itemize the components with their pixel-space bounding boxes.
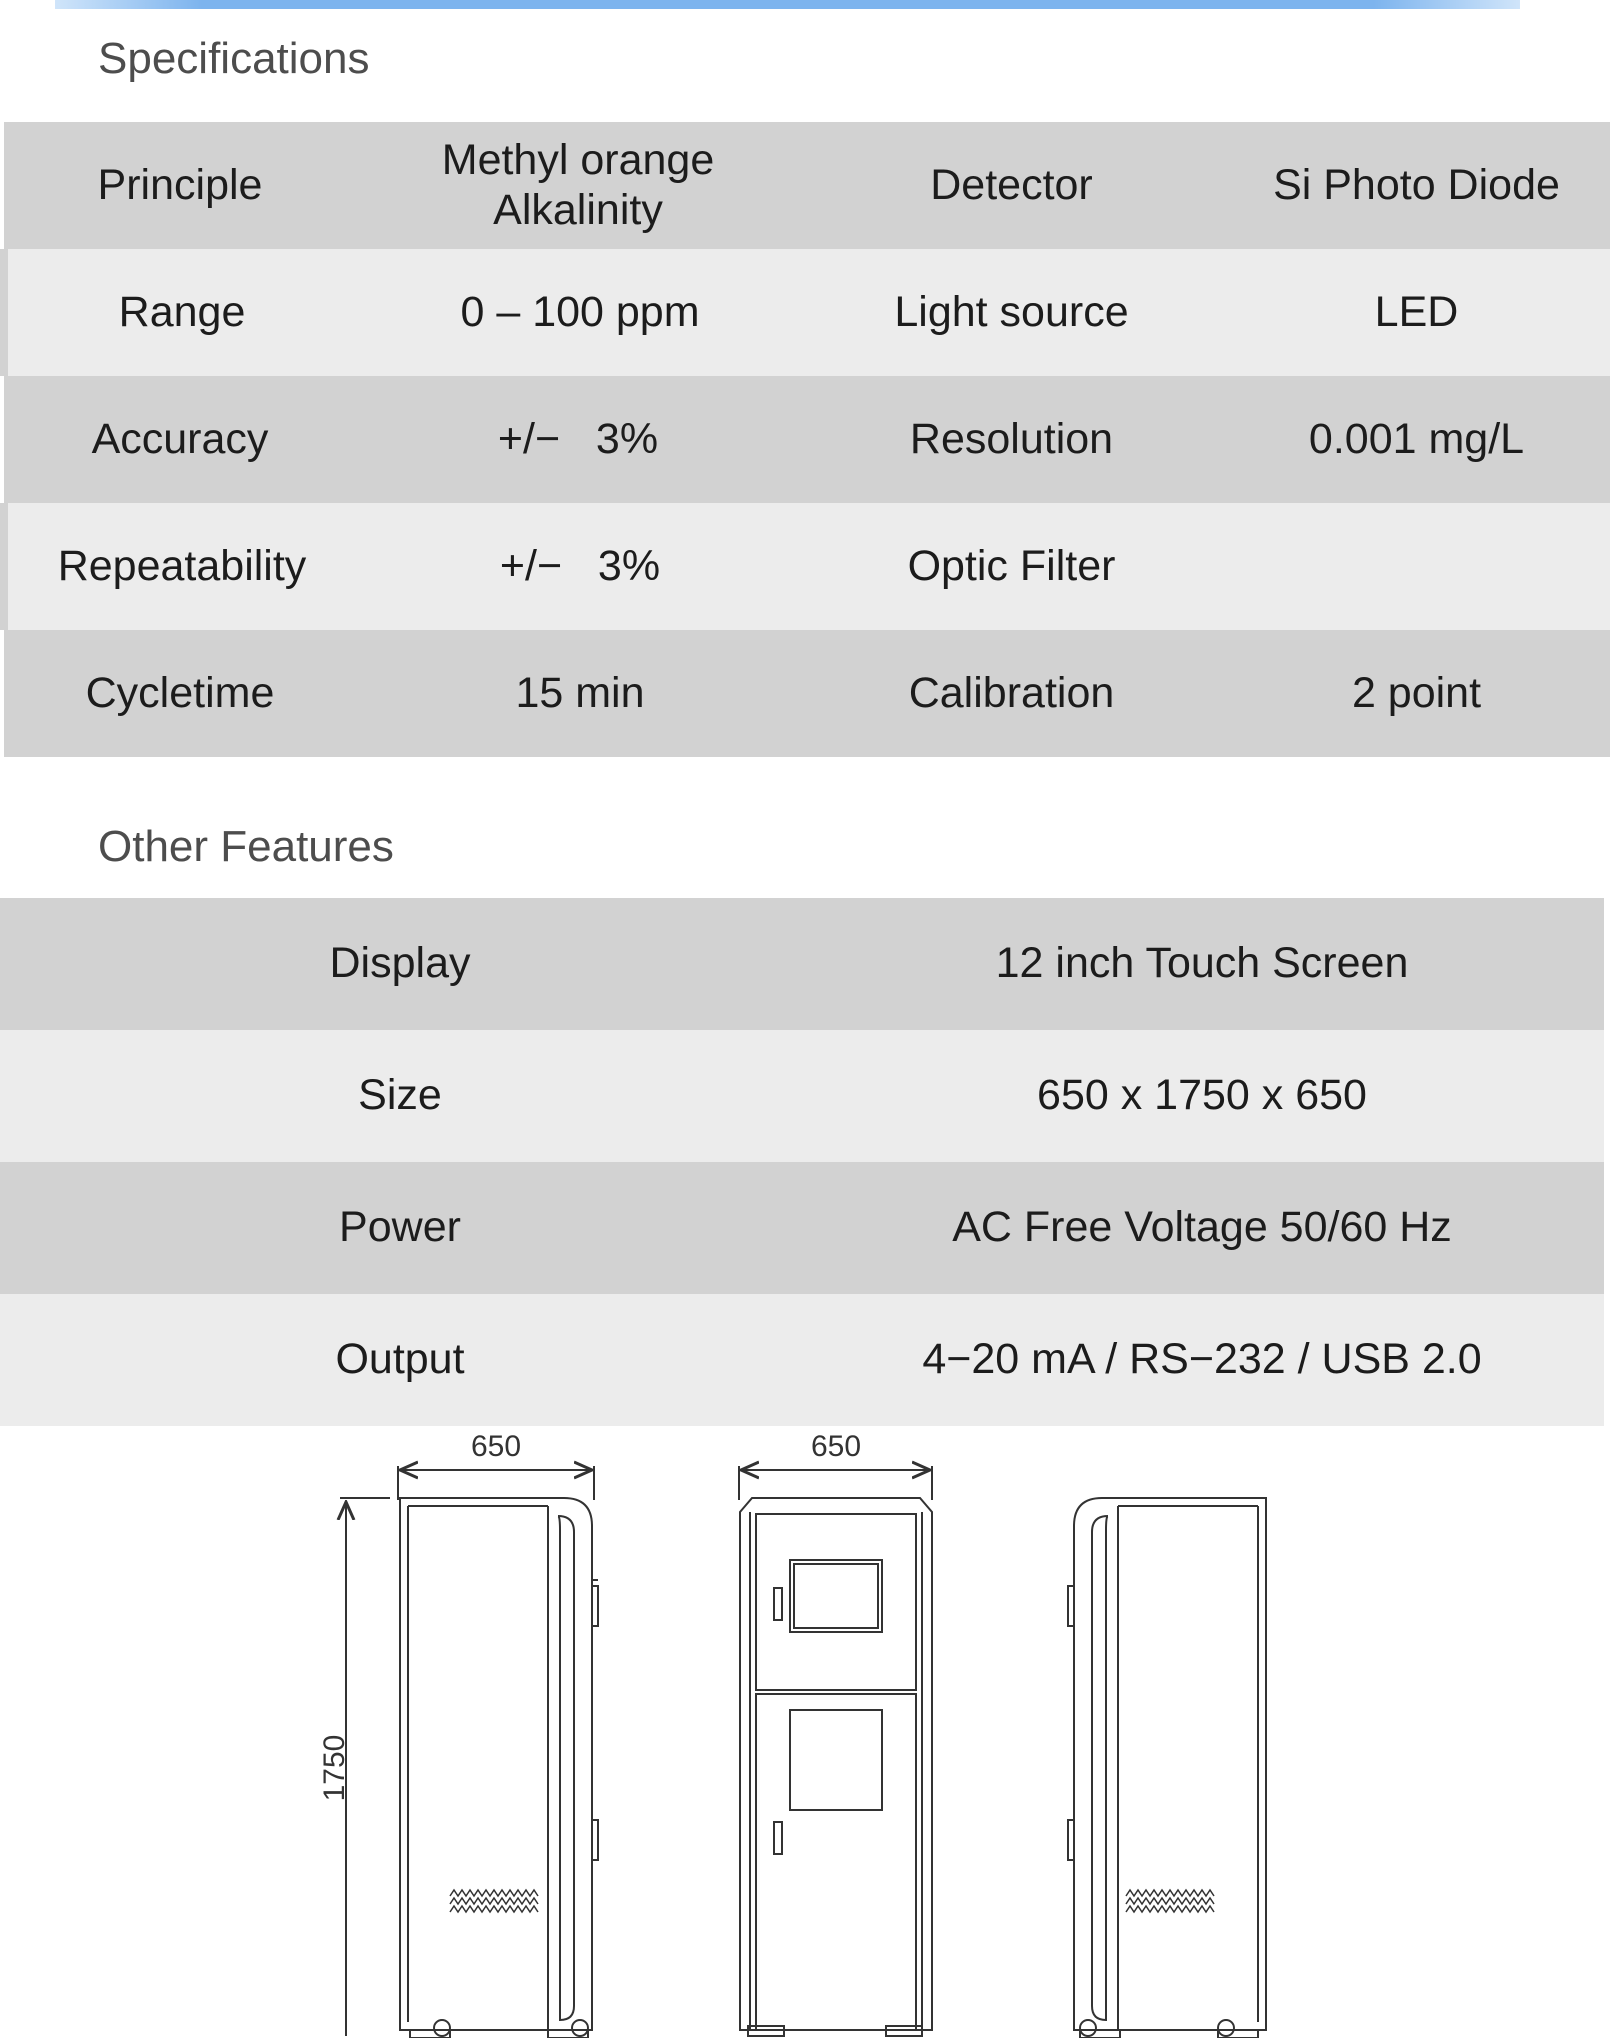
vent-grille-right <box>1126 1890 1214 1912</box>
spec-label: Calibration <box>804 630 1219 757</box>
other-features-table <box>0 898 1604 1426</box>
top-accent-bar <box>55 0 1520 9</box>
feature-label: Display <box>0 898 800 1030</box>
spec-label: Light source <box>804 249 1219 376</box>
spec-label: Accuracy <box>4 376 356 503</box>
vent-grille <box>450 1890 538 1912</box>
feature-label: Output <box>0 1294 800 1426</box>
spec-value: +/− 3% <box>356 376 804 503</box>
spec-value: 2 point <box>1219 630 1610 757</box>
spec-row-repeatability <box>4 503 1610 630</box>
spec-row-principle <box>4 122 1610 249</box>
specifications-table <box>0 122 1610 757</box>
front-width-label: 650 <box>810 1430 862 1463</box>
side-width-label: 650 <box>470 1430 522 1463</box>
spec-row-range <box>4 249 1610 376</box>
feature-label: Size <box>0 1030 800 1162</box>
spec-row-accuracy <box>4 376 1610 503</box>
spec-value <box>1219 503 1610 630</box>
spec-label: Detector <box>804 122 1219 249</box>
feature-row-display <box>0 898 1604 1030</box>
spec-label: Repeatability <box>4 503 356 630</box>
feature-value: 12 inch Touch Screen <box>800 898 1604 1030</box>
height-label: 1750 <box>318 1734 351 1802</box>
other-features-heading: Other Features <box>98 822 394 871</box>
side-view-left <box>318 1430 598 2038</box>
spec-value: Methyl orange Alkalinity <box>356 122 804 249</box>
spec-label: Principle <box>4 122 356 249</box>
spec-row-cycletime <box>4 630 1610 757</box>
cabinet-dimension-drawing <box>0 1430 1610 2038</box>
spec-label: Cycletime <box>4 630 356 757</box>
spec-label: Optic Filter <box>804 503 1219 630</box>
feature-row-output <box>0 1294 1604 1426</box>
specifications-heading: Specifications <box>98 34 370 83</box>
spec-value: +/− 3% <box>356 503 804 630</box>
feature-row-size <box>0 1030 1604 1162</box>
feature-label: Power <box>0 1162 800 1294</box>
spec-value: LED <box>1219 249 1610 376</box>
front-view <box>739 1430 932 2036</box>
feature-value: 650 x 1750 x 650 <box>800 1030 1604 1162</box>
spec-value: 0.001 mg/L <box>1219 376 1610 503</box>
feature-row-power <box>0 1162 1604 1294</box>
spec-label: Resolution <box>804 376 1219 503</box>
feature-value: AC Free Voltage 50/60 Hz <box>800 1162 1604 1294</box>
spec-value: 0 – 100 ppm <box>356 249 804 376</box>
spec-value: 15 min <box>356 630 804 757</box>
spec-label: Range <box>4 249 356 376</box>
feature-value: 4−20 mA / RS−232 / USB 2.0 <box>800 1294 1604 1426</box>
touch-screen-display <box>790 1560 882 1632</box>
spec-value: Si Photo Diode <box>1219 122 1610 249</box>
side-view-right <box>1068 1498 1266 2038</box>
